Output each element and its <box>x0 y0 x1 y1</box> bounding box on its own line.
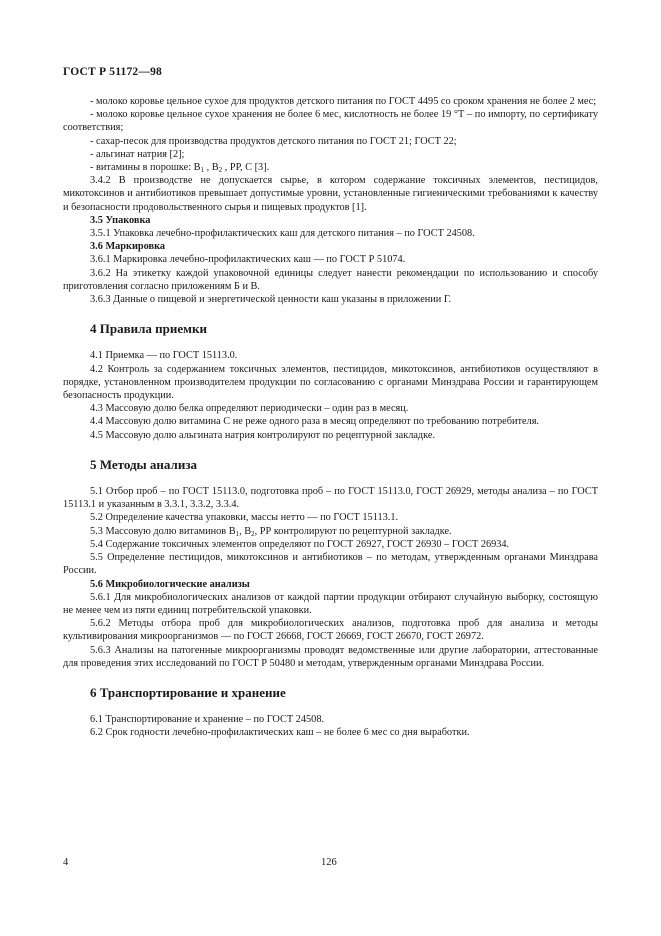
text-run: - витамины в порошке: В <box>90 162 201 174</box>
paragraph: 5.5 Определение пестицидов, микотоксинов и антибиотиков – по методам, утвержденным органами Минздрава России. <box>63 552 598 577</box>
section-heading: 6 Транспортирование и хранение <box>90 684 286 700</box>
page-number-local: 4 <box>63 857 69 868</box>
text-run: , В <box>239 525 252 537</box>
paragraph: 4.3 Массовую долю белка определяют периодически – один раз в месяц. <box>90 403 409 415</box>
subscript: 2 <box>251 529 255 538</box>
paragraph: 4.2 Контроль за содержанием токсичных элементов, пестицидов, микотоксинов, антибиотиков осуществляют в порядке, установленном производителем продукции по согласованию с органами Минздрава России и гарантирующем безопасность продукции. <box>63 363 598 402</box>
paragraph: 4.5 Массовую долю альгината натрия контролируют по рецептурной закладке. <box>90 429 436 441</box>
text-run: 5.3 Массовую долю витаминов В <box>90 525 236 537</box>
paragraph-vitamins <box>63 525 598 538</box>
text-run: , РР контролируют по рецептурной закладке. <box>254 525 452 537</box>
paragraph: - молоко коровье цельное сухое для продуктов детского питания по ГОСТ 4495 со сроком хранения не более 2 мес; <box>90 96 597 107</box>
paragraph: 5.6.2 Методы отбора проб для микробиологических анализов, подготовка проб для анализа и методы культивирования микроорганизмов — по ГОСТ 26668, ГОСТ 26669, ГОСТ 26670, ГОСТ 26972. <box>63 618 598 643</box>
paragraph-vitamins <box>63 161 598 174</box>
subscript: 1 <box>200 166 205 175</box>
document-code: ГОСТ Р 51172—98 <box>63 66 162 78</box>
paragraph: 4.4 Массовую долю витамина С не реже одного раза в месяц определяют по требованию потребителя. <box>90 416 540 428</box>
section-heading: 5 Методы анализа <box>90 456 198 472</box>
paragraph: - молоко коровье цельное сухое хранения не более 6 мес, кислотность не более 19 °Т – по импорту, по сертификату соответствия; <box>63 109 598 134</box>
text-run: , В <box>204 162 219 174</box>
subscript: 1 <box>235 529 240 538</box>
paragraph: 6.2 Срок годности лечебно-профилактических каш – не более 6 мес со дня выработки. <box>90 727 470 739</box>
paragraph: 5.1 Отбор проб – по ГОСТ 15113.0, подготовка проб – по ГОСТ 15113.0, ГОСТ 26929, методы анализа – по ГОСТ 15113.1 и указанным в 3.3.1, 3.3.2, 3.3.4. <box>63 486 598 511</box>
paragraph: 3.4.2 В производстве не допускается сырье, в котором содержание токсичных элементов, пестицидов, микотоксинов и антибиотиков превышает допустимые уровни, установленные гигиеническими требованиями к качеству и безопасности продовольственного сырья и пищевых продуктов [1]. <box>63 175 598 213</box>
paragraph: 5.6.1 Для микробиологических анализов от каждой партии продукции отбирают случайную выборку, состоящую не менее чем из пяти единиц потребительской упаковки. <box>63 591 598 616</box>
paragraph: 3.6.3 Данные о пищевой и энергетической ценности каш указаны в приложении Г. <box>90 294 452 306</box>
text-run: , РР, С [3]. <box>222 162 270 174</box>
section-heading: 4 Правила приемки <box>90 321 207 337</box>
paragraph: 5.2 Определение качества упаковки, массы нетто — по ГОСТ 15113.1. <box>90 512 399 524</box>
paragraph: 3.6.1 Маркировка лечебно-профилактических каш — по ГОСТ Р 51074. <box>90 254 406 266</box>
paragraph: 3.5.1 Упаковка лечебно-профилактических каш для детского питания – по ГОСТ 24508. <box>90 228 475 240</box>
paragraph: 4.1 Приемка — по ГОСТ 15113.0. <box>90 350 238 362</box>
paragraph: 5.4 Содержание токсичных элементов определяют по ГОСТ 26927, ГОСТ 26930 – ГОСТ 26934. <box>90 538 510 550</box>
subsection-heading: 5.6 Микробиологические анализы <box>90 578 250 590</box>
subsection-heading: 3.5 Упаковка <box>90 214 151 226</box>
subsection-heading: 3.6 Маркировка <box>90 241 166 253</box>
page-number-global: 126 <box>321 857 337 868</box>
paragraph: - сахар-песок для производства продуктов детского питания по ГОСТ 21; ГОСТ 22; <box>90 135 457 147</box>
document-body <box>63 95 598 740</box>
subscript: 2 <box>218 166 223 175</box>
paragraph: - альгинат натрия [2]; <box>90 148 185 160</box>
paragraph: 3.6.2 На этикетку каждой упаковочной единицы следует нанести рекомендации по использованию и способу приготовления согласно приложениям Б и В. <box>63 267 598 292</box>
paragraph: 6.1 Транспортирование и хранение – по ГОСТ 24508. <box>90 714 325 726</box>
paragraph: 5.6.3 Анализы на патогенные микроорганизмы проводят ведомственные или другие лаборатории, аттестованные для проведения этих исследований по ГОСТ Р 50480 и методам, утвержденным органами Минздрава России. <box>63 644 598 669</box>
